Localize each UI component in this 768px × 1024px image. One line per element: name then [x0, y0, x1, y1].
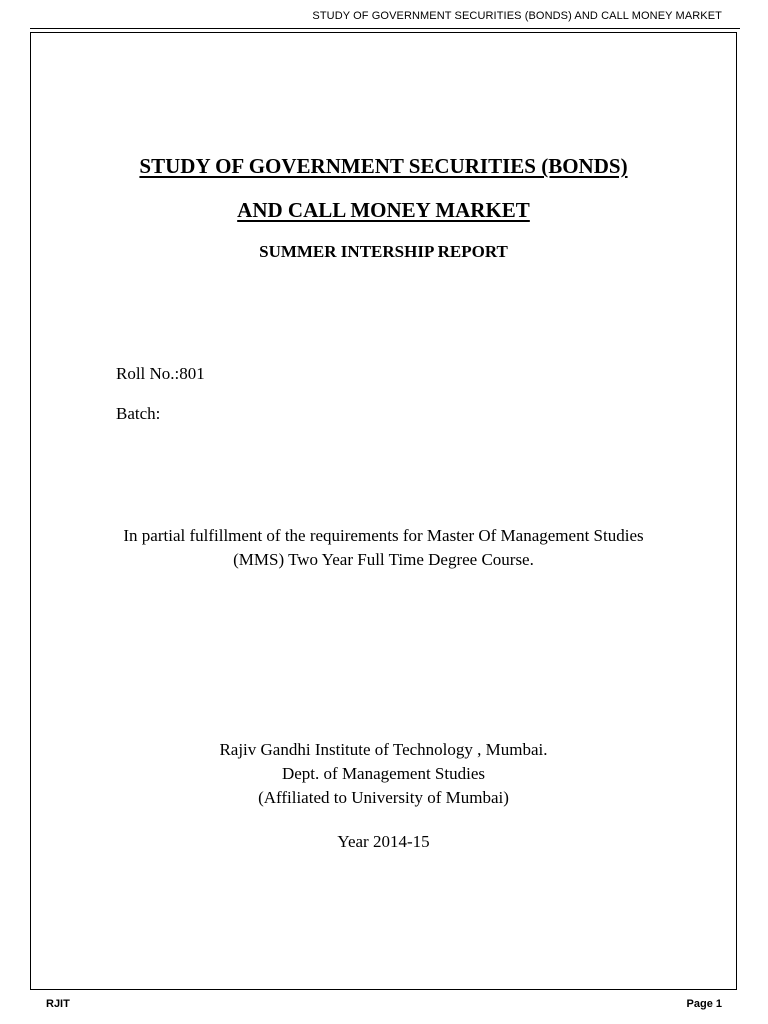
fulfillment-line-1: In partial fulfillment of the requirements for Master Of Management Studies [123, 526, 644, 545]
academic-year: Year 2014-15 [337, 832, 430, 851]
fulfillment-statement [30, 524, 737, 572]
running-header: STUDY OF GOVERNMENT SECURITIES (BONDS) AND CALL MONEY MARKET [312, 10, 722, 22]
report-subtitle: SUMMER INTERSHIP REPORT [259, 242, 508, 261]
institute-block [30, 738, 737, 810]
report-title-line-2-text: AND CALL MONEY MARKET [237, 198, 530, 222]
report-title-line-1 [30, 154, 737, 179]
department-name: Dept. of Management Studies [281, 764, 485, 783]
footer-institute-abbr: RJIT [46, 998, 70, 1010]
report-title-line-1-text: STUDY OF GOVERNMENT SECURITIES (BONDS) [139, 154, 628, 178]
header-rule [30, 28, 740, 29]
roll-number: Roll No.:801 [116, 364, 205, 383]
institute-name: Rajiv Gandhi Institute of Technology , Mumbai. [219, 740, 548, 759]
report-title-line-2 [30, 198, 737, 223]
affiliation: (Affiliated to University of Mumbai) [258, 788, 509, 807]
page-number: Page 1 [686, 998, 722, 1010]
fulfillment-line-2: (MMS) Two Year Full Time Degree Course. [233, 550, 534, 569]
batch-label: Batch: [116, 404, 161, 423]
